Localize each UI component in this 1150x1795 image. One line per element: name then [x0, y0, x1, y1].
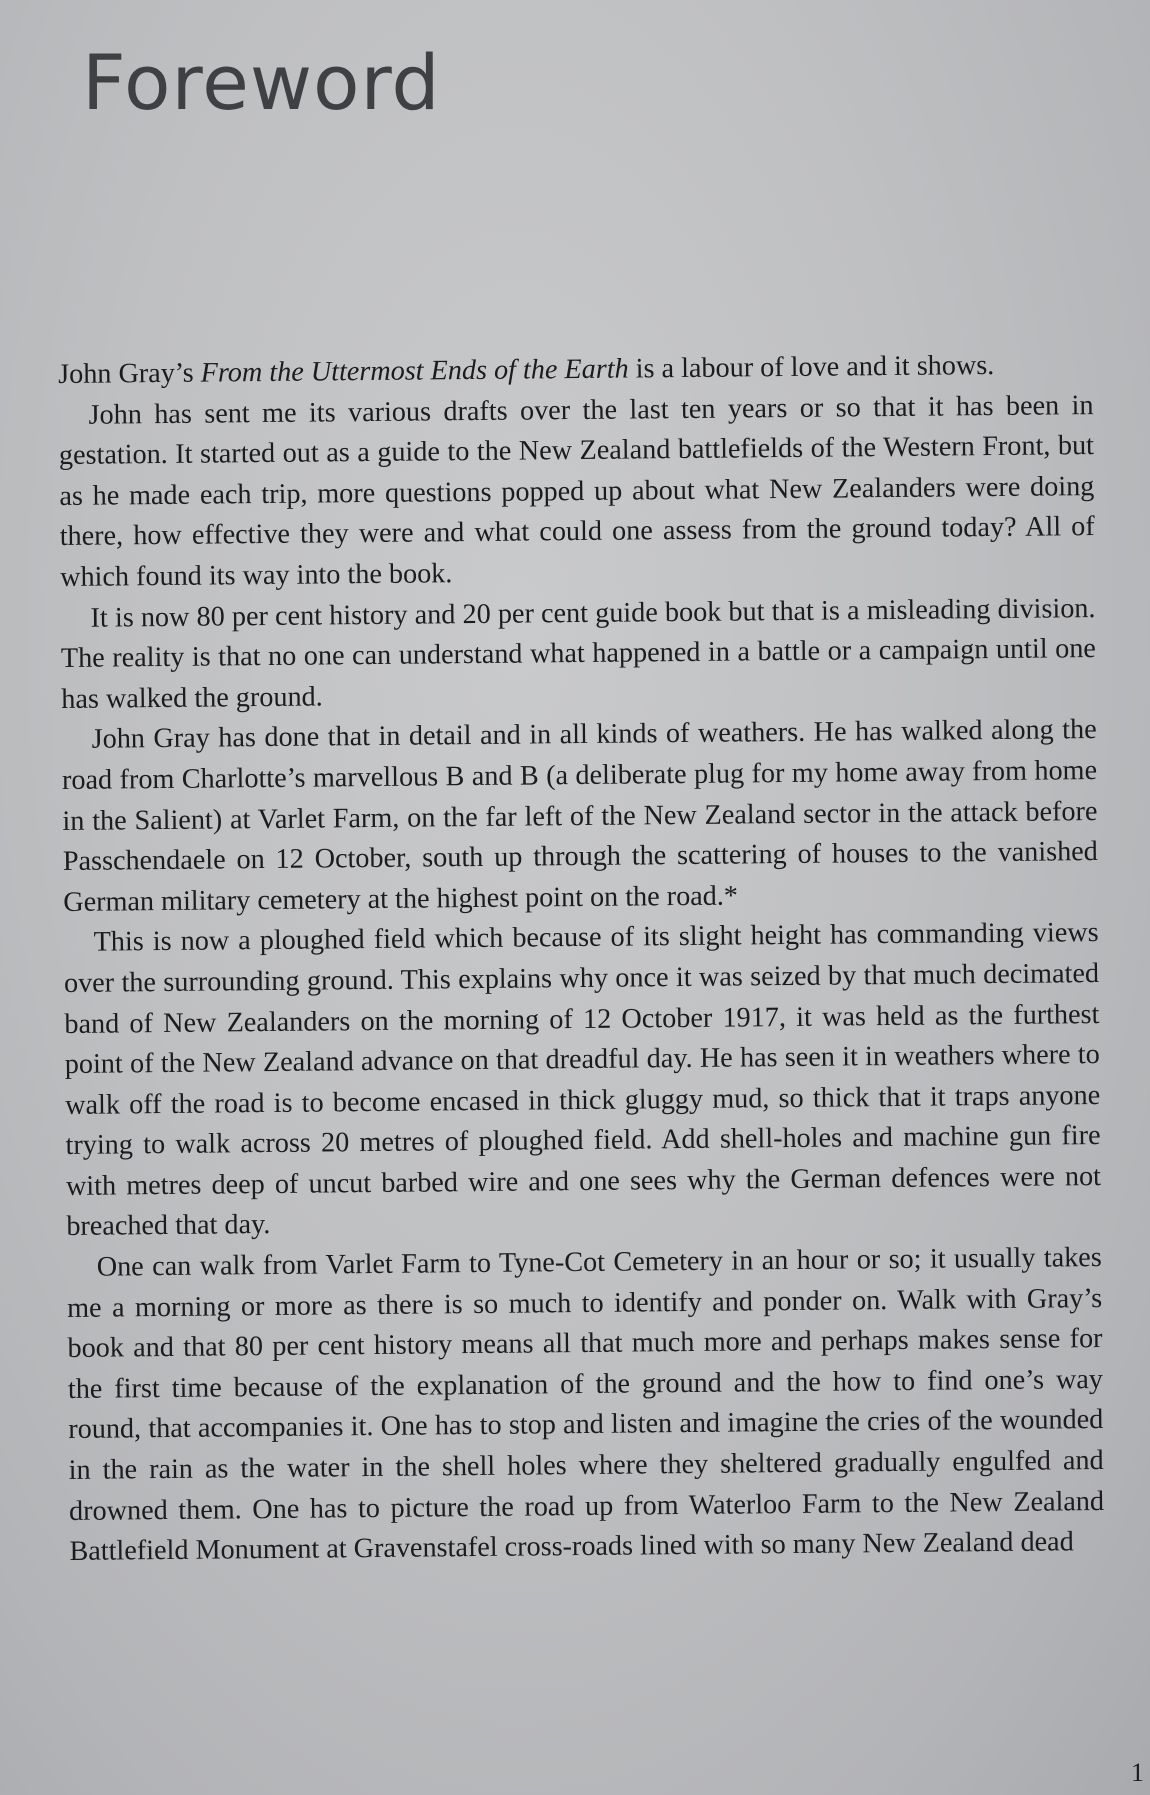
paragraph-3: It is now 80 per cent history and 20 per cent guide book but that is a misleading division. The reality is that no one can understand what happened in a battle or a campaign until one has walked the ground. — [60, 592, 1097, 715]
page-number: 1 — [1131, 1758, 1144, 1787]
chapter-heading: Foreword — [82, 38, 441, 127]
paragraph-4: John Gray has done that in detail and in all kinds of weathers. He has walked along the road from Charlotte’s marvellous B and B (a deliberate plug for my home away from home in the Salient) at Varlet Farm, on the far left of the New Zealand sector in the attack before Passchendaele on 12 October, south up through the scattering of houses to the vanished German military cemetery at the highest point on the road.* — [61, 714, 1098, 918]
paragraph-2: John has sent me its various drafts over the last ten years or so that it has been in gestation. It started out as a guide to the New Zealand battlefields of the Western Front, but as he made each trip, more questions popped up about what New Zealanders were doing there, how effective they were and what could one assess from the ground today? All of which found its way into the book. — [58, 389, 1095, 593]
book-title: From the Uttermost Ends of the Earth — [200, 353, 629, 389]
paragraph-5: This is now a ploughed field which because of its slight height has commanding views over the surrounding ground. This explains why once it was seized by that much decimated band of New Zealanders on the morning of 12 October 1917, it was held as the furthest point of the New Zealand advance on that dreadful day. He has seen it in weathers where to walk off the road is to become encased in thick gluggy mud, so thick that it traps anyone trying to walk across 20 metres of ploughed field. Add shell-holes and machine gun fire with metres deep of uncut barbed wire and one sees why the German defences were not breached that day. — [63, 917, 1102, 1243]
paragraph-1-end: is a labour of love and it shows. — [628, 350, 995, 385]
paragraph-1-start: John Gray’s — [58, 357, 201, 390]
body-text — [58, 345, 1105, 1573]
paragraph-6: One can walk from Varlet Farm to Tyne-Cot Cemetery in an hour or so; it usually takes me a morning or more as there is so much to identify and ponder on. Walk with Gray’s book and that 80 per cent history means all that much more and perhaps makes sense for the first time because of the explanation of the ground and the how to find one’s way round, that accompanies it. One has to stop and listen and imagine the cries of the wounded in the rain as the water in the shell holes where they sheltered gradually engulfed and drowned them. One has to picture the road up from Waterloo Farm to the New Zealand Battlefield Monument at Gravenstafel cross-roads lined with so many New Zealand dead — [67, 1242, 1105, 1568]
